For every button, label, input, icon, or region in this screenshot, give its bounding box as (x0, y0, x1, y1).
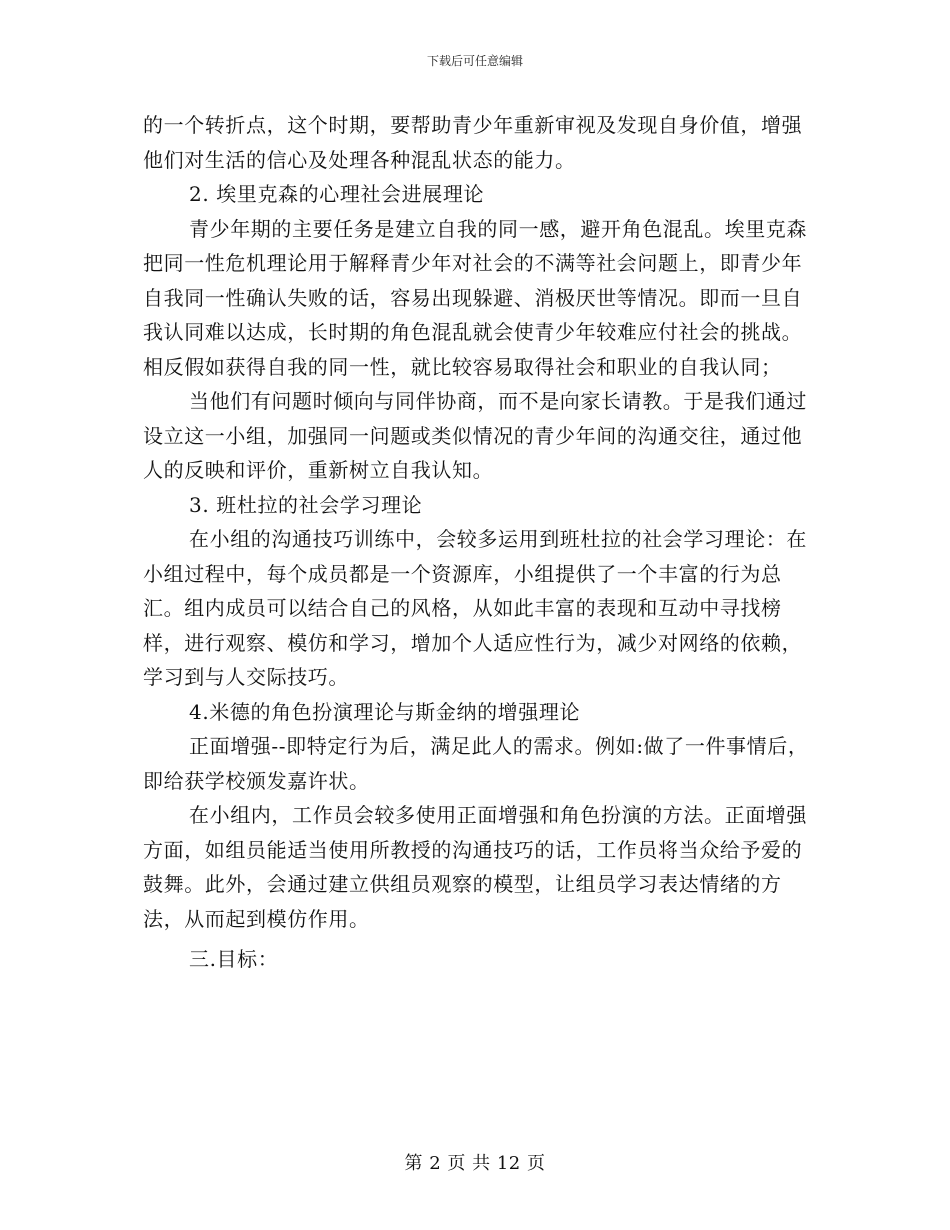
header-note: 下载后可任意编辑 (426, 54, 523, 68)
page-number-footer: 第 2 页 共 12 页 (404, 1153, 546, 1174)
paragraph: 在小组内，工作员会较多使用正面增强和角色扮演的方法。正面增强方面，如组员能适当使用所教授的沟通技巧的话，工作员将当众给予爱的鼓舞。此外，会通过建立供组员观察的模型，让组员学习表达情绪的方法，从而起到模仿作用。 (143, 803, 807, 931)
section-heading: 2. 埃里克森的心理社会进展理论 (189, 182, 485, 206)
paragraph: 的一个转折点，这个时期，要帮助青少年重新审视及发现自身价值，增强他们对生活的信心及处理各种混乱状态的能力。 (143, 113, 803, 172)
section-heading: 4.米德的角色扮演理论与斯金纳的增强理论 (189, 699, 581, 724)
paragraph: 在小组的沟通技巧训练中，会较多运用到班杜拉的社会学习理论：在小组过程中，每个成员都是一个资源库，小组提供了一个丰富的行为总汇。组内成员可以结合自己的风格，从如此丰富的表现和互动中寻找榜样，进行观察、模仿和学习，增加个人适应性行为，减少对网络的依赖，学习到与人交际技巧。 (143, 527, 807, 689)
paragraph: 正面增强--即特定行为后，满足此人的需求。例如:做了一件事情后，即给获学校颁发嘉许状。 (143, 734, 809, 793)
paragraph: 当他们有问题时倾向与同伴协商，而不是向家长请教。于是我们通过设立这一小组，加强同一问题或类似情况的青少年间的沟通交往，通过他人的反映和评价，重新树立自我认知。 (143, 389, 807, 482)
section-heading: 3. 班杜拉的社会学习理论 (189, 492, 423, 517)
document-body (143, 108, 809, 977)
paragraph: 青少年期的主要任务是建立自我的同一感，避开角色混乱。埃里克森把同一性危机理论用于解释青少年对社会的不满等社会问题上，即青少年自我同一性确认失败的话，容易出现躲避、消极厌世等情况。即而一旦自我认同难以达成，长时期的角色混乱就会使青少年较难应付社会的挑战。相反假如获得自我的同一性，就比较容易取得社会和职业的自我认同； (143, 216, 807, 379)
section-heading: 三.目标： (189, 947, 279, 971)
